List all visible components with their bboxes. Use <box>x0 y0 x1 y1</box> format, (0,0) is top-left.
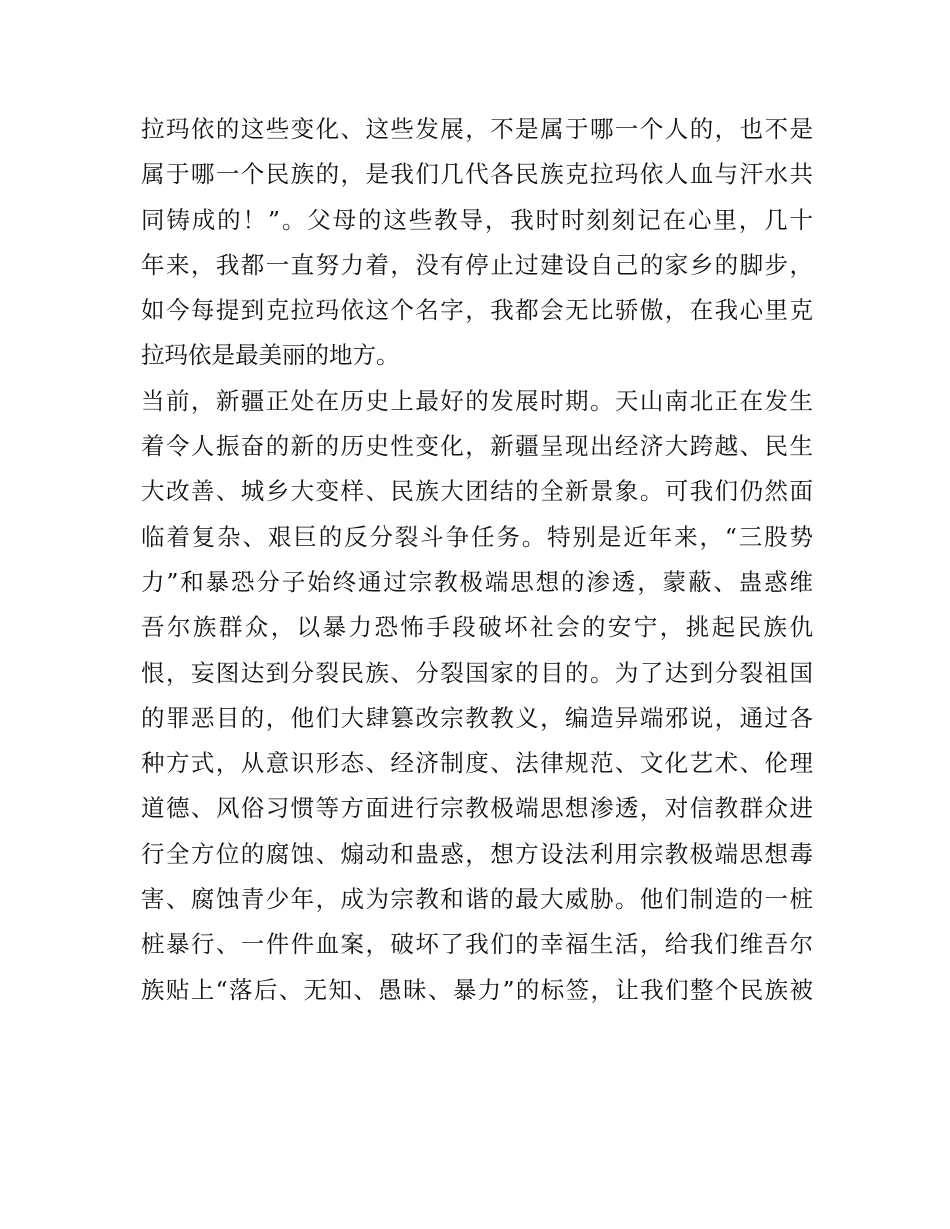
text-line: 吾尔族群众，以暴力恐怖手段破坏社会的安宁，挑起民族仇 <box>141 613 813 642</box>
text-line: 行全方位的腐蚀、煽动和蛊惑，想方设法利用宗教极端思想毒 <box>141 839 813 868</box>
text-line: 恨，妄图达到分裂民族、分裂国家的目的。为了达到分裂祖国 <box>141 658 813 687</box>
text-line: 属于哪一个民族的，是我们几代各民族克拉玛依人血与汗水共 <box>141 160 813 189</box>
text-line: 如今每提到克拉玛依这个名字，我都会无比骄傲，在我心里克 <box>141 296 813 325</box>
text-line: 桩暴行、一件件血案，破坏了我们的幸福生活，给我们维吾尔 <box>141 930 813 959</box>
text-line: 拉玛依的这些变化、这些发展，不是属于哪一个人的，也不是 <box>141 115 813 143</box>
text-line: 着令人振奋的新的历史性变化，新疆呈现出经济大跨越、民生 <box>141 432 813 461</box>
text-line: 种方式，从意识形态、经济制度、法律规范、文化艺术、伦理 <box>141 749 813 778</box>
text-line: 临着复杂、艰巨的反分裂斗争任务。特别是近年来，“三股势 <box>141 522 813 551</box>
text-line: 害、腐蚀青少年，成为宗教和谐的最大威胁。他们制造的一桩 <box>141 885 813 914</box>
text-line: 同铸成的！”。父母的这些教导，我时时刻刻记在心里，几十 <box>141 205 813 234</box>
text-line: 大改善、城乡大变样、民族大团结的全新景象。可我们仍然面 <box>141 477 813 506</box>
text-line: 年来，我都一直努力着，没有停止过建设自己的家乡的脚步， <box>141 250 813 279</box>
text-line: 当前，新疆正处在历史上最好的发展时期。天山南北正在发生 <box>141 386 813 415</box>
text-line: 族贴上“落后、无知、愚昧、暴力”的标签，让我们整个民族被 <box>141 975 813 1004</box>
text-line: 道德、风俗习惯等方面进行宗教极端思想渗透，对信教群众进 <box>141 794 813 823</box>
text-line: 的罪恶目的，他们大肆篡改宗教教义，编造异端邪说，通过各 <box>141 703 813 732</box>
body-text <box>141 107 813 1013</box>
text-line: 力”和暴恐分子始终通过宗教极端思想的渗透，蒙蔽、蛊惑维 <box>141 567 813 596</box>
text-line: 拉玛依是最美丽的地方。 <box>141 341 400 370</box>
